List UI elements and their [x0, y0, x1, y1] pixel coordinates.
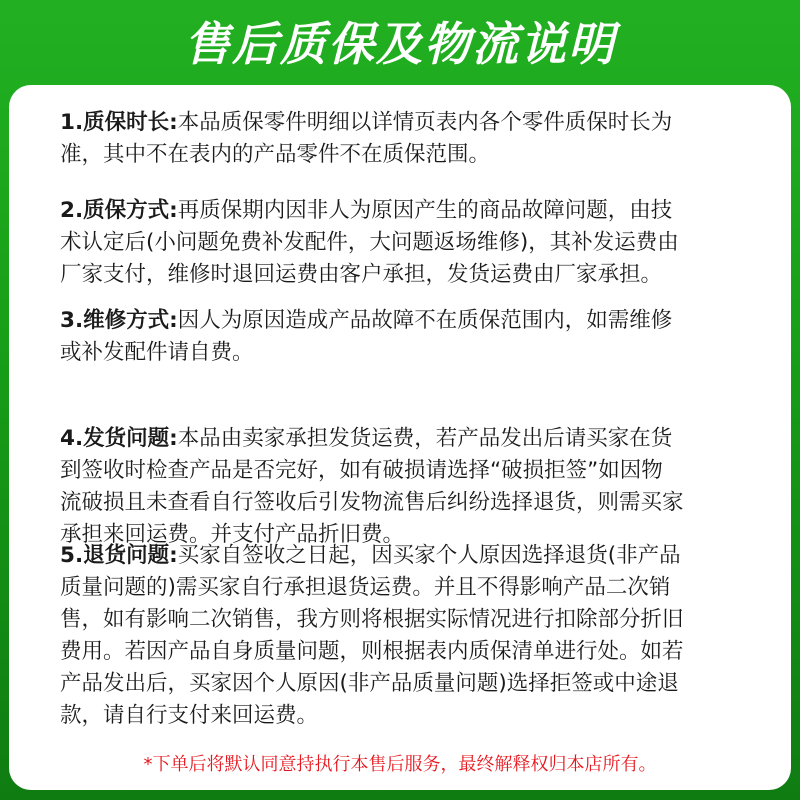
section-3: [60, 305, 780, 369]
section-line: [60, 636, 780, 668]
section-text: 或补发配件请自费。: [60, 340, 254, 365]
section-line: [60, 604, 780, 636]
page-title: 售后质保及物流说明: [184, 17, 616, 71]
section-text: 款，请自行支付来回运费。: [60, 703, 319, 728]
section-text: 本品由卖家承担发货运费，若产品发出后请买家在货: [177, 426, 673, 451]
section-text: 产品发出后，买家因个人原因(非产品质量问题)选择拒签或中途退: [60, 671, 679, 696]
footer-note: *下单后将默认同意持执行本售后服务，最终解释权归本店所有。: [143, 754, 657, 775]
section-text: 质量问题的)需买家自行承担退货运费。并且不得影响产品二次销: [60, 575, 671, 600]
section-line: [60, 107, 780, 139]
section-line: [60, 572, 780, 604]
section-text: 售，如有影响二次销售，我方则将根据实际情况进行扣除部分折旧: [60, 607, 684, 632]
section-text: 到签收时检查产品是否完好，如有破损请选择“破损拒签”如因物: [60, 458, 663, 483]
section-line: [60, 668, 780, 700]
section-2: [60, 195, 780, 291]
section-line: [60, 455, 780, 487]
section-text: 买家自签收之日起，因买家个人原因选择退货(非产品: [177, 543, 681, 568]
section-text: 再质保期内因非人为原因产生的商品故障问题，由技: [177, 198, 673, 223]
section-text: 本品质保零件明细以详情页表内各个零件质保时长为: [177, 110, 673, 135]
section-line: [60, 305, 780, 337]
content-card: [9, 85, 791, 790]
section-text: 流破损且未查看自行签收后引发物流售后纠纷选择退货，则需买家: [60, 490, 684, 515]
section-heading: 2.质保方式:: [60, 198, 178, 223]
section-line: [60, 700, 780, 732]
section-text: 因人为原因造成产品故障不在质保范围内，如需维修: [177, 308, 673, 333]
section-text: 厂家支付，维修时退回运费由客户承担，发货运费由厂家承担。: [60, 262, 663, 287]
section-text: 费用。若因产品自身质量问题，则根据表内质保清单进行处。如若: [60, 639, 684, 664]
section-4: [60, 423, 780, 551]
section-line: [60, 227, 780, 259]
section-line: [60, 139, 780, 171]
section-heading: 1.质保时长:: [60, 110, 178, 135]
section-heading: 3.维修方式:: [60, 308, 178, 333]
section-line: [60, 195, 780, 227]
section-line: [60, 337, 780, 369]
section-text: 准，其中不在表内的产品零件不在质保范围。: [60, 142, 491, 167]
section-line: [60, 423, 780, 455]
section-line: [60, 487, 780, 519]
section-text: 承担来回运费。并支付产品折旧费。: [60, 522, 405, 547]
section-heading: 4.发货问题:: [60, 426, 178, 451]
section-1: [60, 107, 780, 171]
section-5: [60, 540, 780, 732]
section-line: [60, 540, 780, 572]
section-heading: 5.退货问题:: [60, 543, 178, 568]
section-text: 术认定后(小问题免费补发配件，大问题返场维修)，其补发运费由: [60, 230, 679, 255]
section-line: [60, 259, 780, 291]
